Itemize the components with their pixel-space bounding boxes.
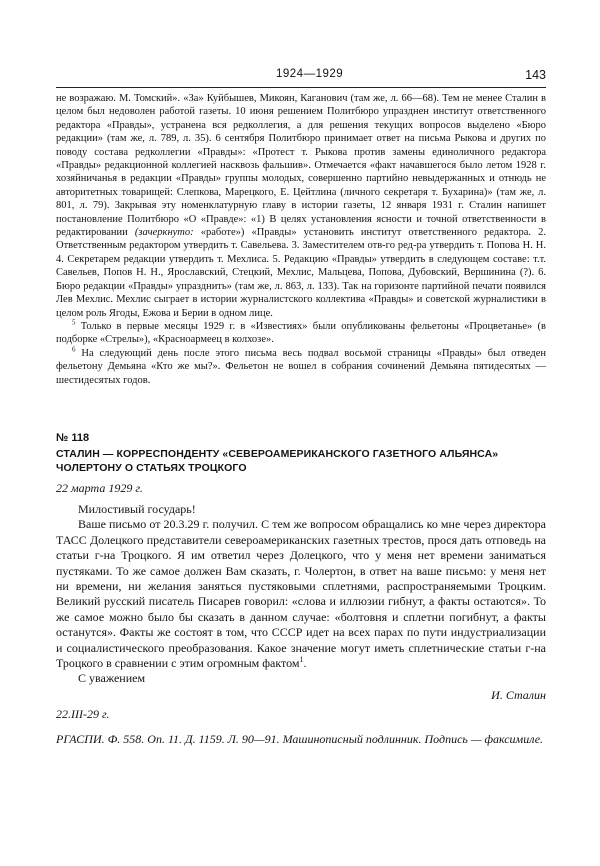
note-text-part2: «Правды» установить институт ответственного редактора. 2. Ответственным редактором утвердить т. Савельева. 3. Заместителем отв-го ред-ра утвердить т. Попова Н. Н. 4. Секретарем редакции утвердить т. Мехлиса. 5. Редакцию «Правды» утвердить в следующем составе: т.т. Савельев, Попов Н. Н., Ярославский, Стецкий, Мехлис, Мальцева, Попова, Дубовский, Вершинина (?). 6. Бюро редакции «Правды» упразднить» (там же, л. 863, л. 133). Так на горизонте партийной печати появился Лев Мехлис. Мехлис сыграет в истории журналистского коллектива «Правды» и советской журналистики в целом роль Ягоды, Ежова и Берии в одном лице. bbox=[56, 227, 547, 319]
strike-word: «работе») bbox=[200, 227, 245, 239]
page-number: 143 bbox=[525, 68, 546, 82]
letter-paragraph bbox=[56, 517, 546, 671]
note-text-part1: не возражаю. М. Томский». «За» Куйбышев, Микоян, Каганович (там же, л. 66—68). Тем не менее Сталин в целом был недоволен работой газеты. 10 июня решением Политбюро упразднен институт ответственного редактора «Правды», устранена вся редколлегия, а для решения текущих вопросов выделено «Бюро редакции» (там же, л. 789, л. 35). 6 сентября Политбюро принимает ответ на письма Рыкова и других по поводу состава редколлегии «Правды»: «Протест т. Рыкова против замены единоличного редактора «Правды» редакционной коллегией насквозь фальшив». Отмечается «факт начавшегося было летом 1928 г. хозяйничанья в редакции «Правды» группы молодых, совершенно партийно невыдержанных и отнюдь не авторитетных товарищей: Слепкова, Марецкого, Е. Цейтлина (личного секретаря т. Бухарина)» (там же, л. 801, л. 79). Закрывая эту номенклатурную главу в истории газеты, 12 января 1931 г. Сталин напишет постановление Политбюро «О «Правде»: «1) В целях установления ясности и точной ответственности в редактировании bbox=[56, 93, 546, 239]
document-118 bbox=[56, 432, 546, 747]
closing: С уважением bbox=[78, 671, 146, 686]
letter-text: Ваше письмо от 20.3.29 г. получил. С тем же вопросом обращались ко мне через директора ТАСС Долецкого представители североамериканских газетных трестов, прося дать отповедь на статьи г-на Троцкого. Я им ответил через Долецкого, что у меня нет времени заниматься пустяками. То же самое должен Вам сказать, г. Чолертон, в ответ на ваше письмо: у меня нет ни времени, ни желания заняться пустяковыми сплетнями, распространяемыми Троцким. Великий русский писатель Писарев говорил: «слова и иллюзии гибнут, а факты остаются». То же самое можно было бы сказать в данном случае: «болтовня и сплетни погибнут, а факты останутся». Факты же состоят в том, что СССР идет на всех парах по пути индустриализации и социалистического преобразования. Какое значение могут иметь сплетнические статьи г-на Троцкого в сравнении с этим огромным фактом bbox=[56, 517, 546, 671]
running-header bbox=[56, 68, 546, 86]
document-title: СТАЛИН — КОРРЕСПОНДЕНТУ «СЕВЕРОАМЕРИКАНСКОГО ГАЗЕТНОГО АЛЬЯНСА» ЧОЛЕРТОНУ О СТАТЬЯХ ТРОЦКОГО bbox=[56, 448, 499, 474]
salutation: Милостивый государь! bbox=[78, 502, 196, 516]
strike-label: (зачеркнуто: bbox=[134, 227, 194, 239]
document-date: 22 марта 1929 г. bbox=[56, 481, 143, 495]
letter-text-end: . bbox=[303, 656, 307, 671]
footnote-6-number: 6 bbox=[72, 345, 76, 354]
signature-date: 22.III-29 г. bbox=[56, 706, 110, 721]
footnote-5-text: Только в первые месяцы 1929 г. в «Известиях» были опубликованы фельетоны «Процветанье» (в подборке «Стрелы»), «Красноармеец в колхозе». bbox=[56, 320, 546, 346]
letter-body bbox=[56, 502, 546, 687]
footnote-5-number: 5 bbox=[72, 318, 76, 327]
footnote-6-text: На следующий день после этого письма весь подвал восьмой страницы «Правды» был отведен фельетону Демьяна «Кто же мы?». Фельетон не вошел в собрания сочинений Демьяна пятидесятых — шестидесятых годов. bbox=[56, 347, 546, 386]
header-years: 1924—1929 bbox=[276, 68, 344, 80]
letter-footnote-ref: 1 bbox=[299, 655, 304, 665]
archive-reference: РГАСПИ. Ф. 558. Оп. 11. Д. 1159. Л. 90—91. Машинописный подлинник. Подпись — факсимиле. bbox=[56, 731, 544, 746]
footnote-5 bbox=[56, 320, 546, 347]
notes-section bbox=[56, 92, 546, 387]
footnote-6 bbox=[56, 347, 546, 387]
document-number: № 118 bbox=[56, 432, 90, 444]
note-continuation bbox=[56, 92, 546, 320]
signature: И. Сталин bbox=[491, 687, 546, 702]
header-rule bbox=[56, 87, 546, 88]
